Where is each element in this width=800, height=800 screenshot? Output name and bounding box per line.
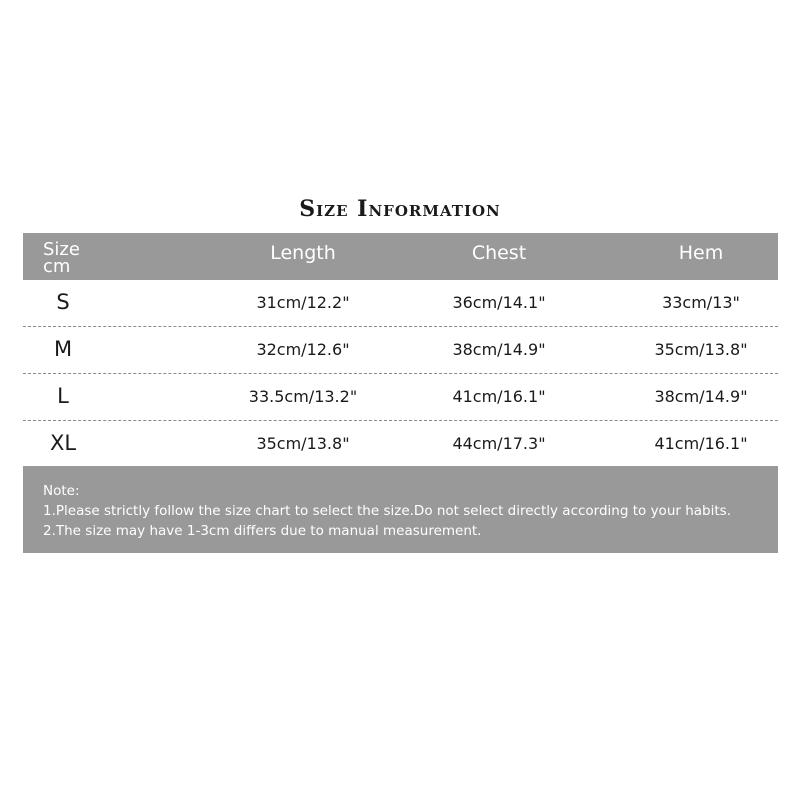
size-cell: XL [49,431,77,455]
table-row [23,327,778,374]
note-heading: Note: [43,483,80,499]
size-cell: L [57,384,69,408]
chest-cell: 38cm/14.9" [452,340,546,359]
table-header [23,233,778,280]
page-title: Size Information [299,196,501,222]
note-box [23,466,778,553]
length-header: Length [270,242,336,264]
length-cell: 32cm/12.6" [256,340,350,359]
chest-cell: 41cm/16.1" [452,387,546,406]
hem-header: Hem [678,242,724,264]
hem-cell: 38cm/14.9" [654,387,748,406]
length-cell: 35cm/13.8" [256,434,350,453]
note-line: 1.Please strictly follow the size chart to select the size.Do not select directly according to your habits. [43,503,731,519]
size-header [43,241,80,275]
chest-header: Chest [471,242,527,264]
hem-cell: 33cm/13" [662,293,740,312]
table-row [23,421,778,467]
size-header-label: Size [43,239,80,260]
length-cell: 33.5cm/13.2" [248,387,358,406]
size-table [23,233,778,467]
hem-cell: 41cm/16.1" [654,434,748,453]
table-row [23,374,778,421]
note-line: 2.The size may have 1-3cm differs due to manual measurement. [43,523,482,539]
hem-cell: 35cm/13.8" [654,340,748,359]
chest-cell: 36cm/14.1" [452,293,546,312]
unit-header-label: cm [43,256,71,277]
length-cell: 31cm/12.2" [256,293,350,312]
size-cell: S [56,290,70,314]
table-row [23,280,778,327]
chest-cell: 44cm/17.3" [452,434,546,453]
size-cell: M [53,337,73,361]
